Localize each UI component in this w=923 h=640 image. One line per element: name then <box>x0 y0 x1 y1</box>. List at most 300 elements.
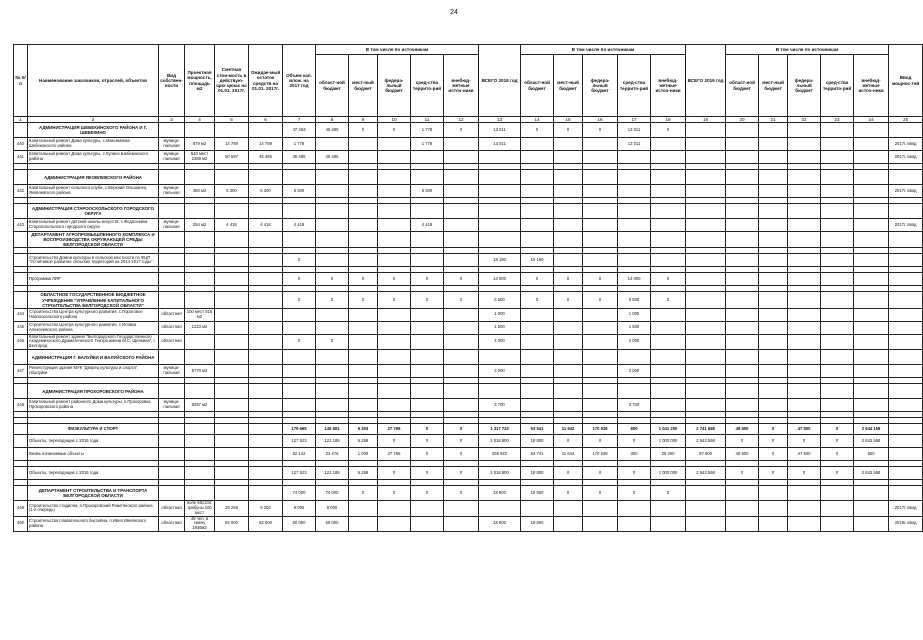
value-cell: 3 700 <box>479 399 521 412</box>
column-number: 12 <box>444 117 479 123</box>
value-cell: 0 <box>283 334 316 349</box>
value-cell: 0 <box>821 435 854 448</box>
value-cell <box>854 232 889 248</box>
value-cell: 1 778 <box>283 138 316 151</box>
value-cell <box>686 204 726 219</box>
value-cell <box>444 151 479 164</box>
value-cell <box>185 334 215 349</box>
value-cell <box>651 170 686 185</box>
value-cell: 49 500 <box>726 448 759 461</box>
value-cell <box>215 448 249 461</box>
value-cell: 0 <box>349 486 378 501</box>
value-cell: 0 <box>583 435 618 448</box>
value-cell <box>726 399 759 412</box>
value-cell: 170 538 <box>583 448 618 461</box>
table-row <box>14 151 923 164</box>
value-cell <box>889 334 923 349</box>
section-row <box>14 384 923 399</box>
value-cell <box>215 204 249 219</box>
value-cell <box>185 254 215 267</box>
value-cell: 1 500 <box>618 321 651 334</box>
value-cell <box>583 232 618 248</box>
column-number: 14 <box>521 117 554 123</box>
value-cell <box>159 448 185 461</box>
value-cell <box>788 170 821 185</box>
value-cell <box>889 399 923 412</box>
table-row <box>14 308 923 321</box>
value-cell: 18 800 <box>521 516 554 531</box>
value-cell <box>821 516 854 531</box>
column-number: 19 <box>686 117 726 123</box>
object-name: ФИЗКУЛЬТУРА И СПОРТ <box>28 424 159 435</box>
value-cell: 0 <box>378 292 411 308</box>
value-cell <box>618 516 651 531</box>
value-cell: 18 800 <box>479 516 521 531</box>
value-cell <box>686 334 726 349</box>
value-cell: 0 <box>521 292 554 308</box>
object-name: АДМИНИСТРАЦИЯ ШЕБЕКИНСКОГО РАЙОНА И Г. ШЕБЕКИНО <box>28 123 159 138</box>
value-cell <box>349 321 378 334</box>
value-cell <box>215 350 249 365</box>
object-name: АДМИНИСТРАЦИЯ ПРОХОРОВСКОГО РАЙОНА <box>28 384 159 399</box>
value-cell: 2017г. ввод <box>889 501 923 516</box>
value-cell <box>821 334 854 349</box>
value-cell <box>249 486 283 501</box>
value-cell <box>521 170 554 185</box>
value-cell: 2 741 658 <box>686 424 726 435</box>
value-cell: 1 000 <box>349 448 378 461</box>
object-name: Строительство Центра культурного развития, с.Пороговое Новооскольского района <box>28 308 159 321</box>
value-cell <box>283 384 316 399</box>
value-cell: 11 642 <box>554 448 583 461</box>
value-cell <box>726 219 759 232</box>
value-cell <box>215 384 249 399</box>
value-cell <box>521 399 554 412</box>
section-row <box>14 204 923 219</box>
row-number <box>14 254 28 267</box>
header-sources-2017: В том числе по источникам <box>316 45 479 55</box>
value-cell <box>788 273 821 286</box>
value-cell: 1 778 <box>411 138 444 151</box>
value-cell: 0 <box>521 273 554 286</box>
value-cell <box>889 424 923 435</box>
value-cell: 27 766 <box>378 448 411 461</box>
row-number: 444 <box>14 308 28 321</box>
value-cell <box>378 501 411 516</box>
value-cell: 0 <box>316 334 349 349</box>
value-cell <box>759 501 788 516</box>
value-cell <box>686 308 726 321</box>
value-cell: 127 523 <box>283 467 316 480</box>
value-cell <box>185 350 215 365</box>
value-cell: 14 789 <box>215 138 249 151</box>
value-cell <box>788 204 821 219</box>
value-cell <box>889 467 923 480</box>
table-row <box>14 321 923 334</box>
value-cell <box>583 185 618 198</box>
value-cell <box>411 334 444 349</box>
value-cell <box>726 384 759 399</box>
value-cell: 0 <box>411 435 444 448</box>
value-cell: 0 <box>788 467 821 480</box>
header-local: мест-ный бюджет <box>759 55 788 117</box>
header-volume-2017: Объем кап. влож. на 2017 год <box>283 45 316 117</box>
value-cell <box>821 399 854 412</box>
value-cell <box>618 384 651 399</box>
column-number: 3 <box>159 117 185 123</box>
value-cell <box>249 424 283 435</box>
value-cell: 60 000 <box>316 516 349 531</box>
value-cell <box>411 501 444 516</box>
value-cell: 3 700 <box>618 399 651 412</box>
value-cell <box>316 185 349 198</box>
value-cell: 1 778 <box>411 123 444 138</box>
value-cell: 0 <box>349 273 378 286</box>
value-cell <box>444 138 479 151</box>
value-cell <box>349 399 378 412</box>
section-row <box>14 232 923 248</box>
value-cell <box>185 467 215 480</box>
value-cell <box>479 204 521 219</box>
value-cell <box>411 232 444 248</box>
value-cell <box>788 308 821 321</box>
value-cell <box>788 185 821 198</box>
value-cell <box>889 232 923 248</box>
value-cell <box>411 170 444 185</box>
value-cell <box>821 123 854 138</box>
value-cell <box>215 308 249 321</box>
value-cell <box>686 399 726 412</box>
value-cell <box>854 486 889 501</box>
value-cell: 0 <box>554 123 583 138</box>
value-cell <box>349 204 378 219</box>
value-cell: 2018г. ввод <box>889 516 923 531</box>
value-cell <box>788 232 821 248</box>
value-cell: 0 <box>378 467 411 480</box>
value-cell <box>686 219 726 232</box>
column-number: 21 <box>759 117 788 123</box>
value-cell: 0 <box>583 273 618 286</box>
value-cell <box>185 424 215 435</box>
object-name: Программа ЛИР <box>28 273 159 286</box>
value-cell <box>651 399 686 412</box>
value-cell: 13 011 <box>479 138 521 151</box>
value-cell <box>583 308 618 321</box>
value-cell <box>821 384 854 399</box>
value-cell: 0 <box>554 292 583 308</box>
value-cell: 74 000 <box>316 486 349 501</box>
value-cell: 8297 м2 <box>185 399 215 412</box>
header-local: мест-ный бюджет <box>554 55 583 117</box>
value-cell <box>726 308 759 321</box>
value-cell <box>651 254 686 267</box>
value-cell: 6 353 <box>349 424 378 435</box>
value-cell <box>444 219 479 232</box>
column-number: 10 <box>378 117 411 123</box>
value-cell <box>444 501 479 516</box>
total-row <box>14 424 923 435</box>
value-cell <box>349 185 378 198</box>
value-cell <box>521 232 554 248</box>
value-cell <box>349 254 378 267</box>
value-cell: 0 <box>726 467 759 480</box>
value-cell <box>759 232 788 248</box>
value-cell <box>583 170 618 185</box>
value-cell: 0 <box>444 292 479 308</box>
value-cell <box>521 151 554 164</box>
value-cell <box>479 170 521 185</box>
column-number: 18 <box>651 117 686 123</box>
value-cell <box>854 254 889 267</box>
value-cell <box>618 350 651 365</box>
value-cell <box>349 232 378 248</box>
value-cell <box>249 170 283 185</box>
value-cell <box>651 219 686 232</box>
value-cell: 0 <box>583 467 618 480</box>
value-cell: 0 <box>759 435 788 448</box>
value-cell <box>583 321 618 334</box>
value-cell <box>889 448 923 461</box>
value-cell <box>444 350 479 365</box>
value-cell: 0 <box>759 424 788 435</box>
value-cell <box>316 219 349 232</box>
value-cell <box>215 292 249 308</box>
value-cell <box>159 204 185 219</box>
value-cell <box>788 151 821 164</box>
value-cell <box>583 138 618 151</box>
value-cell <box>215 170 249 185</box>
value-cell <box>349 501 378 516</box>
header-ownership: Вид собствен-ности <box>159 45 185 117</box>
value-cell <box>726 321 759 334</box>
value-cell <box>583 151 618 164</box>
value-cell <box>349 384 378 399</box>
value-cell: 0 <box>283 292 316 308</box>
value-cell: 2 643 558 <box>854 467 889 480</box>
value-cell <box>651 350 686 365</box>
value-cell <box>521 384 554 399</box>
value-cell <box>726 170 759 185</box>
value-cell <box>283 399 316 412</box>
value-cell: 0 <box>788 435 821 448</box>
object-name: ДЕПАРТАМЕНТ СТРОИТЕЛЬСТВА И ТРАНСПОРТА БЕЛГОРОДСКОЙ ОБЛАСТИ <box>28 486 159 501</box>
value-cell <box>185 384 215 399</box>
section-row <box>14 486 923 501</box>
value-cell <box>249 448 283 461</box>
value-cell <box>889 350 923 365</box>
column-number: 5 <box>215 117 249 123</box>
value-cell: 0 <box>554 435 583 448</box>
row-number: 445 <box>14 321 28 334</box>
value-cell <box>821 138 854 151</box>
value-cell: 0 <box>759 467 788 480</box>
value-cell <box>444 334 479 349</box>
value-cell: муници-пальная <box>159 399 185 412</box>
value-cell <box>249 273 283 286</box>
value-cell: 4 418 <box>215 219 249 232</box>
value-cell <box>889 204 923 219</box>
value-cell <box>651 365 686 378</box>
value-cell: 0 <box>444 435 479 448</box>
value-cell <box>521 204 554 219</box>
value-cell <box>349 138 378 151</box>
value-cell <box>854 204 889 219</box>
value-cell <box>378 384 411 399</box>
object-name: Капитальный ремонт сельского клуба, с.Верхний Ольшанец Яковлевского района <box>28 185 159 198</box>
value-cell <box>788 123 821 138</box>
row-number: 443 <box>14 219 28 232</box>
value-cell <box>159 170 185 185</box>
value-cell: 2017г. ввод <box>889 219 923 232</box>
value-cell <box>349 365 378 378</box>
value-cell: 29 200 <box>651 448 686 461</box>
value-cell: муници-пальная <box>159 365 185 378</box>
value-cell <box>759 334 788 349</box>
row-number <box>14 424 28 435</box>
value-cell: 0 <box>618 435 651 448</box>
value-cell <box>686 365 726 378</box>
value-cell: 18 800 <box>521 435 554 448</box>
value-cell <box>159 424 185 435</box>
value-cell: 122 185 <box>316 435 349 448</box>
value-cell <box>759 254 788 267</box>
value-cell <box>651 516 686 531</box>
value-cell <box>854 384 889 399</box>
value-cell: 500 <box>854 448 889 461</box>
value-cell <box>316 204 349 219</box>
value-cell <box>759 292 788 308</box>
value-cell <box>185 435 215 448</box>
value-cell: 18 800 <box>521 486 554 501</box>
value-cell <box>726 151 759 164</box>
value-cell <box>215 424 249 435</box>
value-cell: 0 <box>821 467 854 480</box>
value-cell <box>821 219 854 232</box>
value-cell <box>554 321 583 334</box>
value-cell <box>726 273 759 286</box>
value-cell <box>726 334 759 349</box>
header-regional: област-ной бюджет <box>316 55 349 117</box>
page-number: 24 <box>450 9 458 16</box>
value-cell: муници-пальная <box>159 151 185 164</box>
table-row <box>14 467 923 480</box>
object-name: Объекты, переходящие с 2016 года <box>28 435 159 448</box>
value-cell <box>521 365 554 378</box>
object-name: Реконструкция здания МУК "Дворец культуры и спорта", г.Валуйки <box>28 365 159 378</box>
row-number: 440 <box>14 138 28 151</box>
value-cell <box>479 350 521 365</box>
value-cell <box>349 350 378 365</box>
value-cell <box>159 273 185 286</box>
value-cell <box>479 384 521 399</box>
value-cell <box>726 185 759 198</box>
value-cell <box>444 254 479 267</box>
value-cell <box>854 273 889 286</box>
value-cell <box>159 232 185 248</box>
value-cell <box>283 170 316 185</box>
row-number: 446 <box>14 334 28 349</box>
value-cell: 2 643 558 <box>686 467 726 480</box>
value-cell: 0 <box>411 448 444 461</box>
value-cell: 2 644 158 <box>854 424 889 435</box>
value-cell <box>618 151 651 164</box>
value-cell <box>788 516 821 531</box>
header-commission: Ввод мощнос-тей <box>889 45 923 117</box>
value-cell: 0 <box>378 273 411 286</box>
value-cell <box>854 365 889 378</box>
value-cell <box>249 254 283 267</box>
value-cell <box>686 321 726 334</box>
value-cell <box>854 399 889 412</box>
value-cell <box>889 254 923 267</box>
value-cell <box>378 219 411 232</box>
value-cell <box>554 219 583 232</box>
value-cell <box>185 448 215 461</box>
column-number: 23 <box>821 117 854 123</box>
value-cell: 0 <box>316 292 349 308</box>
object-name: АДМИНИСТРАЦИЯ Г. ВАЛУЙКИ И ВАЛУЙСКОГО РАЙОНА <box>28 350 159 365</box>
column-number: 13 <box>479 117 521 123</box>
value-cell <box>479 501 521 516</box>
value-cell: 27 766 <box>378 424 411 435</box>
column-number: 8 <box>316 117 349 123</box>
value-cell <box>788 254 821 267</box>
value-cell: 62 000 <box>249 516 283 531</box>
value-cell: 100 мест 816 м2 <box>185 308 215 321</box>
value-cell <box>726 350 759 365</box>
value-cell <box>316 138 349 151</box>
value-cell <box>411 321 444 334</box>
value-cell <box>759 204 788 219</box>
value-cell: 1 000 <box>479 308 521 321</box>
value-cell <box>444 308 479 321</box>
value-cell <box>686 273 726 286</box>
value-cell: 0 <box>411 424 444 435</box>
value-cell <box>651 204 686 219</box>
value-cell <box>349 219 378 232</box>
value-cell <box>759 308 788 321</box>
value-cell <box>521 321 554 334</box>
column-number: 9 <box>349 117 378 123</box>
column-number: 16 <box>583 117 618 123</box>
value-cell: 300 <box>618 448 651 461</box>
value-cell <box>889 170 923 185</box>
value-cell: 0 <box>618 467 651 480</box>
row-number <box>14 384 28 399</box>
value-cell: 13 011 <box>479 123 521 138</box>
table-row <box>14 399 923 412</box>
value-cell <box>726 486 759 501</box>
value-cell <box>249 232 283 248</box>
value-cell <box>554 232 583 248</box>
value-cell <box>411 204 444 219</box>
value-cell: 2 643 558 <box>686 435 726 448</box>
value-cell <box>651 384 686 399</box>
value-cell <box>349 308 378 321</box>
value-cell <box>821 170 854 185</box>
value-cell: 14 789 <box>249 138 283 151</box>
header-name: Наименование заказчиков, отраслей, объектов <box>28 45 159 117</box>
value-cell <box>686 501 726 516</box>
value-cell: поле 68х104, трибуны 100 мест <box>185 501 215 516</box>
value-cell <box>159 435 185 448</box>
value-cell: 45 485 <box>283 151 316 164</box>
value-cell <box>821 254 854 267</box>
value-cell <box>583 399 618 412</box>
value-cell <box>444 185 479 198</box>
value-cell <box>411 254 444 267</box>
value-cell <box>521 501 554 516</box>
